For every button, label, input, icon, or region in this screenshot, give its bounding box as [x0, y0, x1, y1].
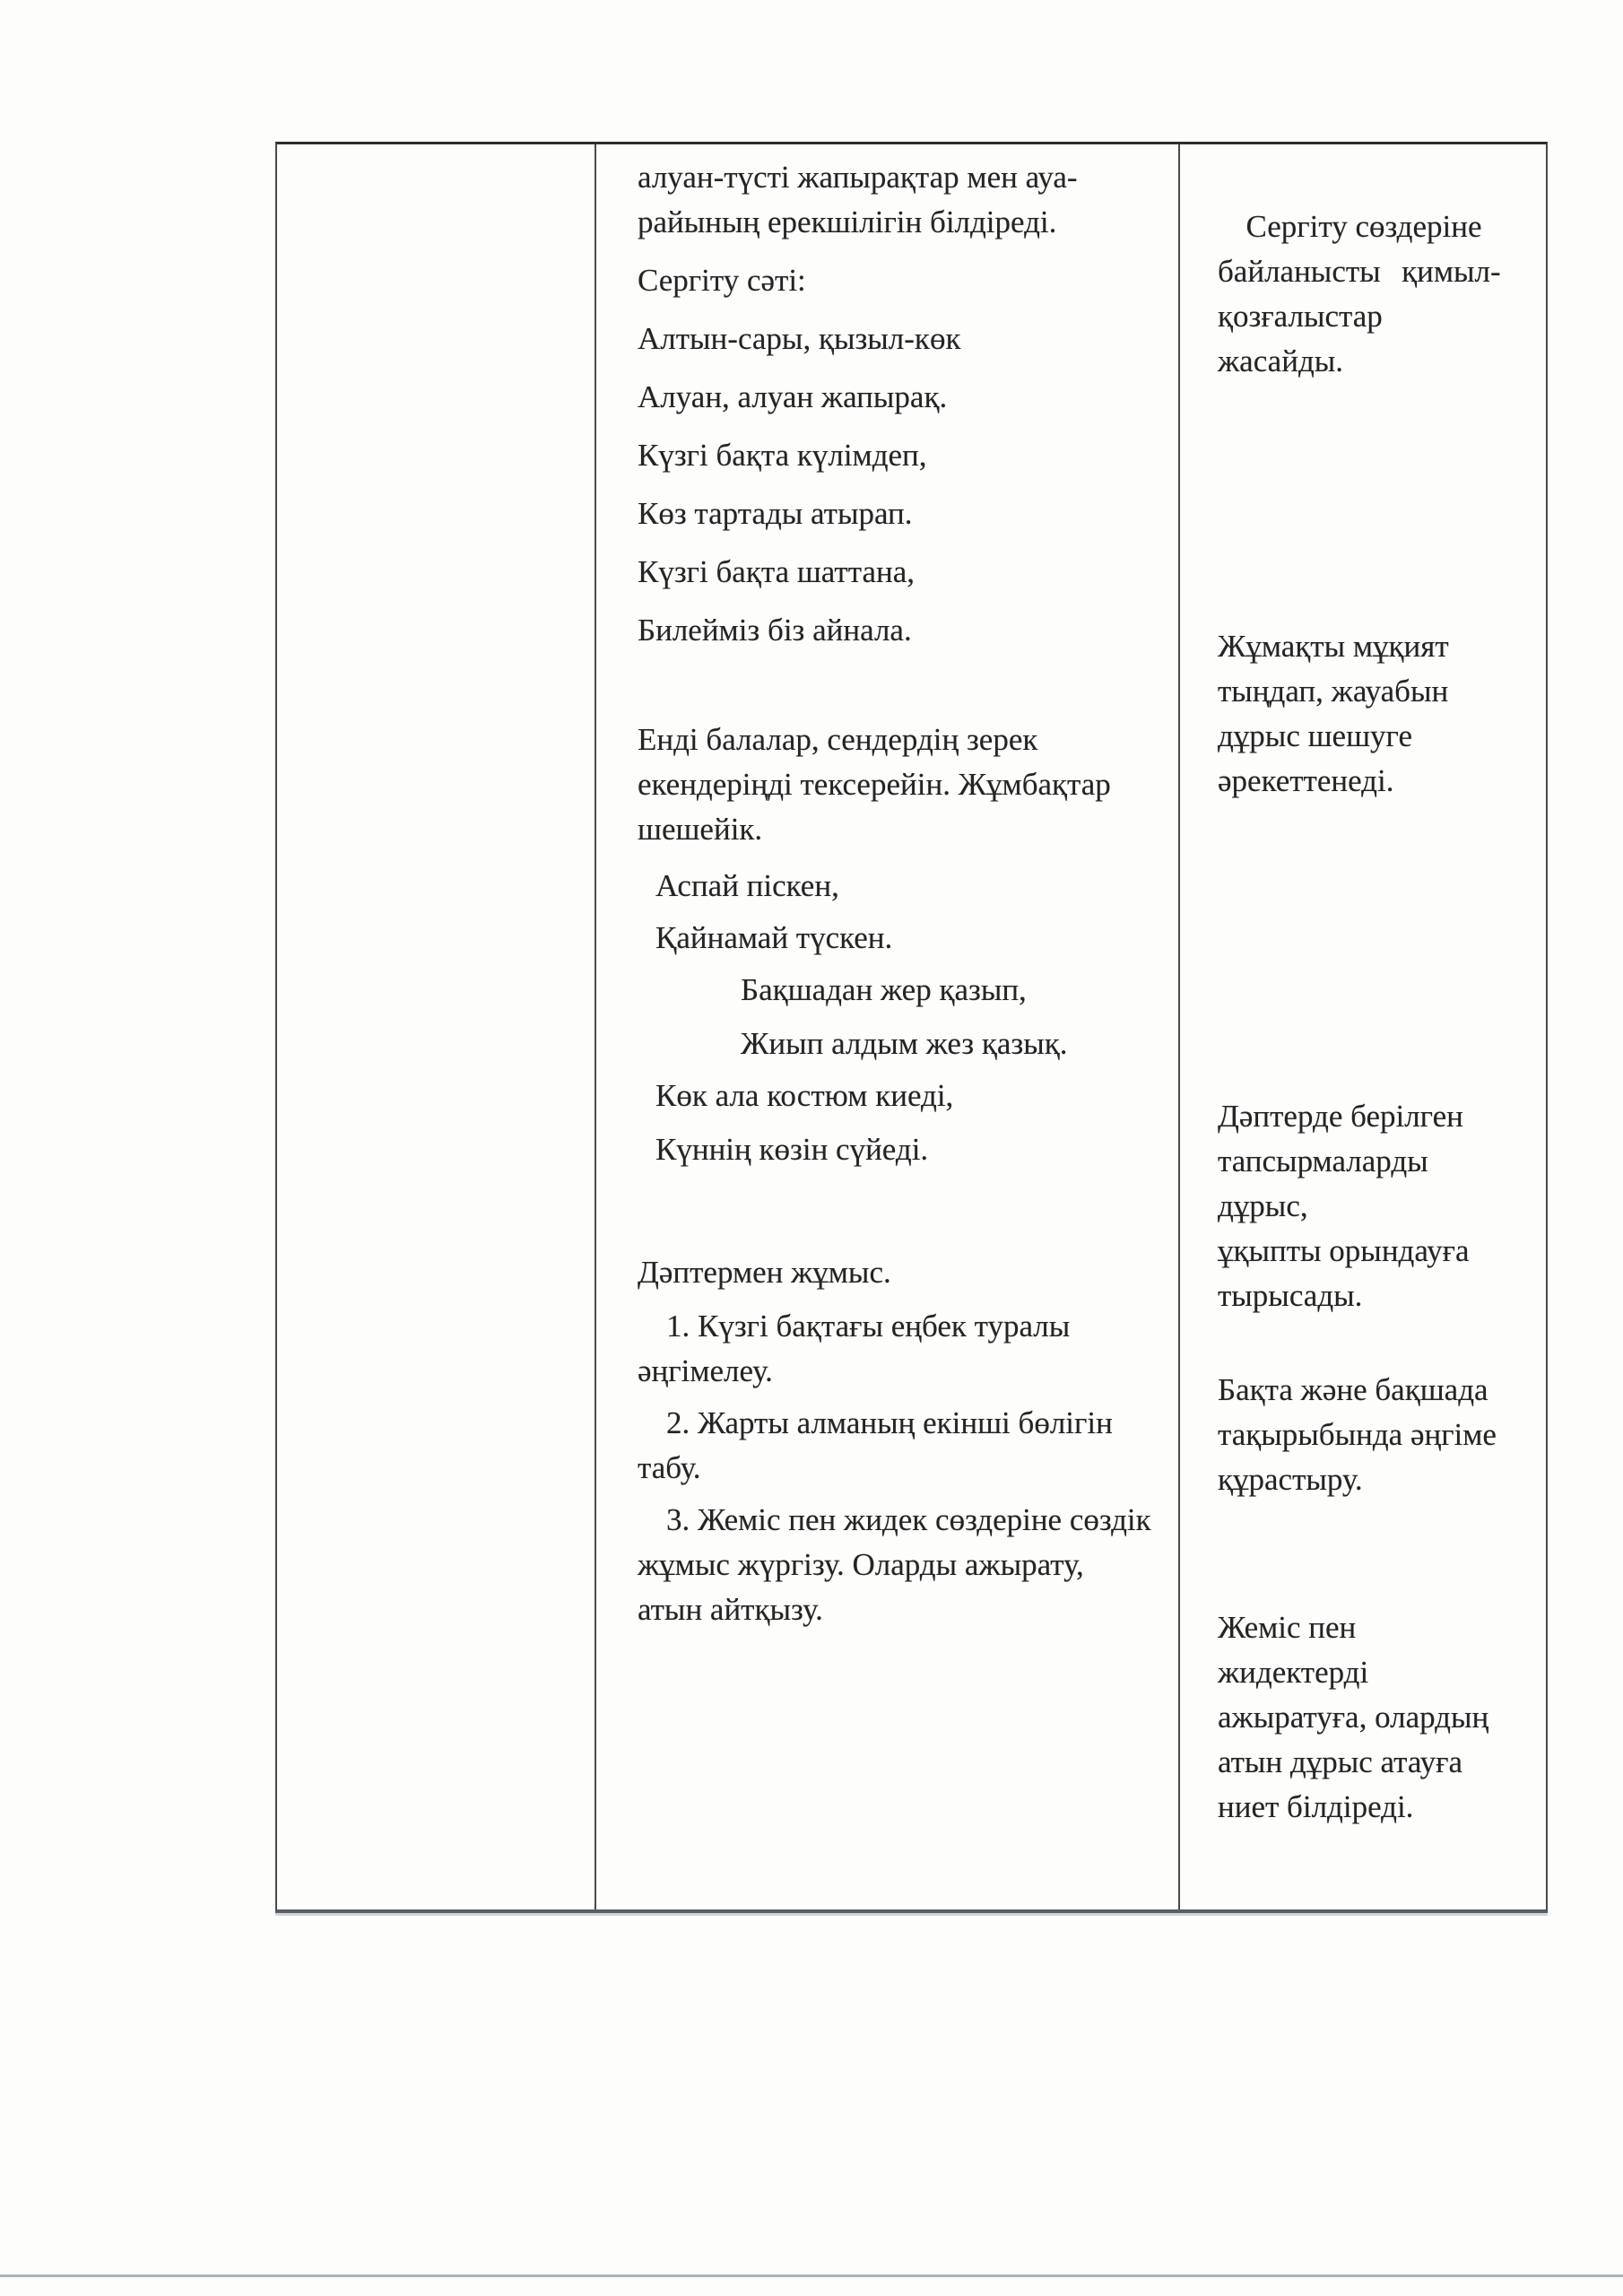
riddle-line: Қайнамай түскен. [655, 920, 893, 955]
result-line: тырысады. [1218, 1278, 1363, 1313]
result-line: Жеміс пен жидектерді [1218, 1610, 1369, 1690]
result-line: атын дұрыс атауға [1218, 1744, 1463, 1779]
result-line: қозғалыстар жасайды. [1218, 299, 1383, 378]
poem-line: Алуан, алуан жапырақ. [638, 379, 948, 414]
poem-line: Күзгі бақта күлімдеп, [638, 438, 927, 473]
intro-line: райының ерекшілігін білдіреді. [638, 204, 1057, 239]
riddle-intro-line: екендеріңді тексерейін. Жұмбақтар [638, 767, 1111, 802]
table-column-empty [277, 144, 596, 1909]
lesson-plan-table [275, 142, 1548, 1913]
result-line: құрастыру. [1218, 1462, 1363, 1497]
result-line: ниет білдіреді. [1218, 1789, 1414, 1824]
poem-line: Билейміз біз айнала. [638, 613, 912, 648]
result-line: ажыратуға, олардың [1218, 1700, 1489, 1735]
task-line: әңгімелеу. [638, 1353, 773, 1388]
result-line: Бақта және бақшада [1218, 1372, 1488, 1407]
poem-line: Көз тартады атырап. [638, 496, 913, 531]
task-line: 1. Күзгі бақтағы еңбек туралы [666, 1309, 1071, 1344]
riddle-intro-line: Енді балалар, сендердің зерек [638, 722, 1038, 757]
task-line: жұмыс жүргізу. Оларды ажырату, [638, 1547, 1084, 1582]
result-line: байланысты қимыл- [1218, 254, 1501, 289]
result-line: әрекеттенеді. [1218, 763, 1394, 798]
task-line: табу. [638, 1450, 701, 1485]
riddle-line: Күннің көзін сүйеді. [655, 1132, 929, 1167]
riddle-line: Бақшадан жер қазып, [741, 972, 1027, 1007]
result-line: Сергіту сөздеріне [1245, 209, 1482, 244]
notebook-heading: Дәптермен жұмыс. [638, 1255, 891, 1290]
riddle-line: Аспай піскен, [655, 868, 839, 903]
table-column-expected-results [1180, 144, 1542, 1909]
result-line: дұрыс шешуге [1218, 718, 1412, 753]
result-line: тақырыбында әңгіме [1218, 1417, 1497, 1452]
riddle-intro-line: шешейік. [638, 812, 763, 847]
riddle-line: Көк ала костюм киеді, [655, 1078, 954, 1113]
task-line: 3. Жеміс пен жидек сөздеріне сөздік [666, 1502, 1151, 1537]
intro-line: алуан-түсті жапырақтар мен ауа- [638, 160, 1078, 195]
poem-line: Алтын-сары, қызыл-көк [638, 321, 961, 356]
result-line: Дәптерде берілген [1218, 1099, 1463, 1134]
table-column-lesson-content [596, 144, 1180, 1909]
result-line: тыңдап, жауабын [1218, 674, 1449, 709]
sergitu-heading: Сергіту сәті: [638, 263, 806, 298]
result-line: ұқыпты орындауға [1218, 1233, 1470, 1268]
result-line: тапсырмаларды дұрыс, [1218, 1144, 1428, 1223]
task-line: атын айтқызу. [638, 1592, 823, 1627]
poem-line: Күзгі бақта шаттана, [638, 554, 916, 589]
result-line: Жұмақты мұқият [1218, 629, 1449, 664]
riddle-line: Жиып алдым жез қазық. [741, 1026, 1068, 1061]
page-bottom-rule [0, 2274, 1623, 2277]
task-line: 2. Жарты алманың екінші бөлігін [666, 1405, 1113, 1440]
